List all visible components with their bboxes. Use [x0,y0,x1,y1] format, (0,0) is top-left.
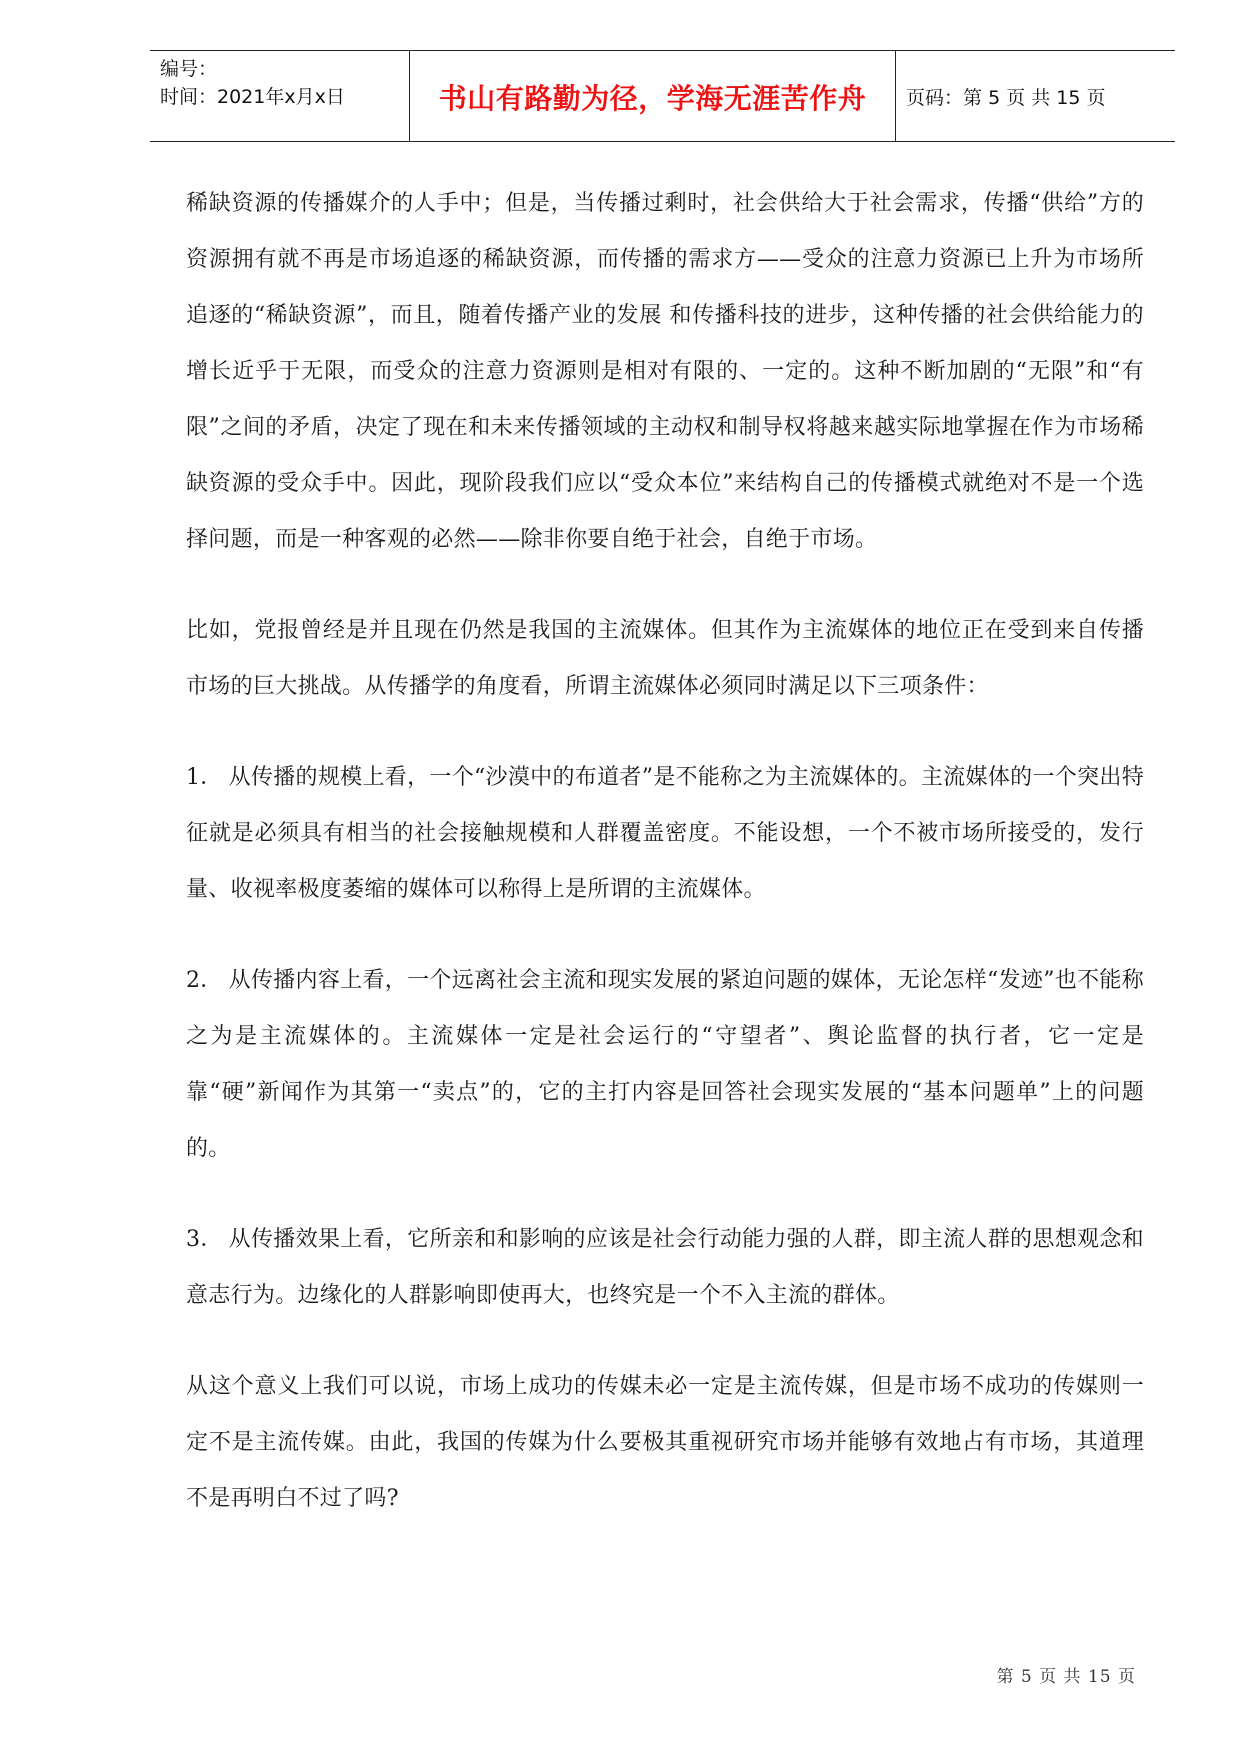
body-text [186,176,1144,1562]
footer-suffix: 页 [1118,1667,1136,1687]
serial-number-label: 编号： [160,58,218,80]
list-number: 3． [186,1227,223,1252]
paragraph-text: 稀缺资源的传播媒介的人手中；但是，当传播过剩时，社会供给大于社会需求，传播“供给”方的资源拥有就不再是市场追逐的稀缺资源，而传播的需求方——受众的注意力资源已上升为市场所追逐的“稀缺资源”，而且，随着传播产业的发展 和传播科技的进步，这种传播的社会供给能力的增长近乎于无限，而受众的注意力资源则是相对有限的、一定的。这种不断加剧的“无限”和“有限”之间的矛盾，决定了现在和未来传播领域的主动权和制导权将越来越实际地掌握在作为市场稀缺资源的受众手中。因此，现阶段我们应以“受众本位”来结构自己的传播模式就绝对不是一个选择问题，而是一种客观的必然——除非你要自绝于社会，自绝于市场。 [186,191,1144,552]
page-prefix: 页码：第 [906,87,983,109]
footer-prefix: 第 [996,1667,1015,1687]
header-divider [895,51,896,141]
header-meta [160,55,345,111]
paragraph-text: 从传播的规模上看，一个“沙漠中的布道者”是不能称之为主流媒体的。主流媒体的一个突出特征就是必须具有相当的社会接触规模和人群覆盖密度。不能设想，一个不被市场所接受的，发行量、收视率极度萎缩的媒体可以称得上是所谓的主流媒体。 [186,765,1144,902]
header-page-number [906,83,1106,110]
page-current: 5 [988,87,1001,109]
paragraph [186,603,1144,715]
paragraph [186,176,1144,568]
list-item [186,1212,1144,1324]
list-number: 2． [186,968,223,993]
footer-current: 5 [1020,1667,1033,1687]
header-motto: 书山有路勤为径，学海无涯苦作舟 [438,82,867,115]
page-total: 15 [1056,87,1081,109]
paragraph-text: 从传播内容上看，一个远离社会主流和现实发展的紧迫问题的媒体，无论怎样“发迹”也不能称之为是主流媒体的。主流媒体一定是社会运行的“守望者”、舆论监督的执行者，它一定是靠“硬”新闻作为其第一“卖点”的，它的主打内容是回答社会现实发展的“基本问题单”上的问题的。 [186,968,1144,1161]
page-header [150,50,1175,142]
page-suffix: 页 [1086,87,1106,109]
paragraph-text: 从传播效果上看，它所亲和和影响的应该是社会行动能力强的人群，即主流人群的思想观念和意志行为。边缘化的人群影响即使再大，也终究是一个不入主流的群体。 [186,1227,1144,1308]
list-item [186,750,1144,918]
footer-total: 15 [1087,1667,1112,1687]
page-mid: 页 共 [1006,87,1051,109]
list-number: 1． [186,765,223,790]
paragraph-text: 比如，党报曾经是并且现在仍然是我国的主流媒体。但其作为主流媒体的地位正在受到来自传播市场的巨大挑战。从传播学的角度看，所谓主流媒体必须同时满足以下三项条件： [186,618,1144,699]
paragraph-text: 从这个意义上我们可以说，市场上成功的传媒未必一定是主流传媒，但是市场不成功的传媒则一定不是主流传媒。由此，我国的传媒为什么要极其重视研究市场并能够有效地占有市场，其道理不是再明白不过了吗? [186,1374,1144,1511]
page-footer [997,1662,1137,1687]
list-item [186,953,1144,1177]
paragraph [186,1359,1144,1527]
date-label: 时间：2021年x月x日 [160,86,345,108]
footer-mid: 页 共 [1039,1667,1082,1687]
